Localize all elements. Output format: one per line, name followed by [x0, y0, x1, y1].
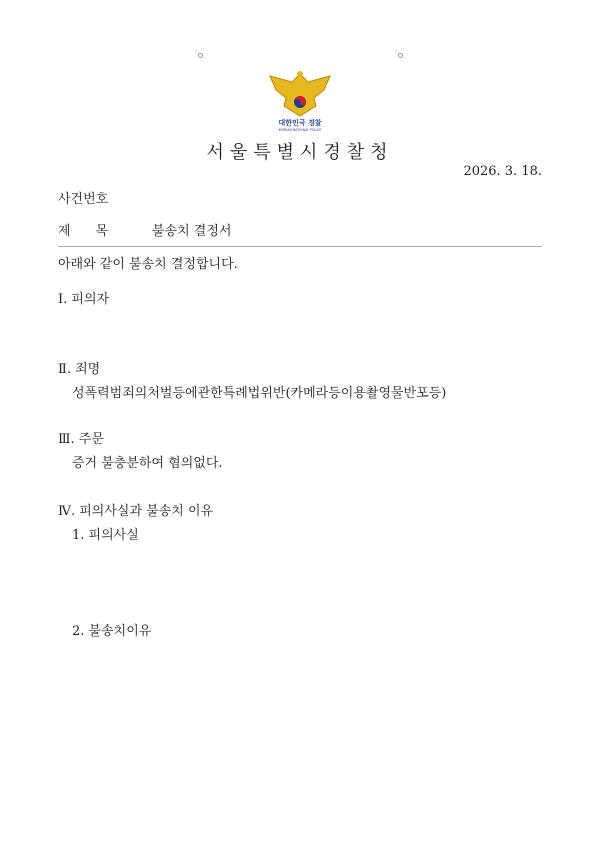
subsection-reasons: 2. 불송치이유: [72, 624, 152, 639]
agency-title: 서울특별시경찰청: [206, 142, 394, 163]
order-text: 증거 불충분하여 혐의없다.: [72, 456, 223, 471]
subsection-facts: 1. 피의사실: [72, 528, 139, 543]
police-emblem-logo: [262, 68, 338, 132]
section-heading-facts-reasons: Ⅳ. 피의사실과 불송치 이유: [58, 504, 214, 519]
divider: [58, 246, 542, 247]
marker-dot: [198, 53, 203, 58]
intro-text: 아래와 같이 불송치 결정합니다.: [58, 257, 238, 272]
section-heading-suspect: Ⅰ. 피의자: [58, 292, 110, 307]
section-heading-charge: Ⅱ. 죄명: [58, 362, 101, 377]
document-date: 2026. 3. 18.: [463, 164, 542, 179]
charge-text: 성폭력범죄의처벌등에관한특례법위반(카메라등이용촬영물반포등): [72, 386, 447, 401]
case-number-label: 사건번호: [58, 192, 109, 207]
section-heading-order: Ⅲ. 주문: [58, 432, 104, 447]
svg-text:KOREAN NATIONAL POLICE: KOREAN NATIONAL POLICE: [278, 128, 322, 132]
subject-label: 제 목: [58, 224, 108, 239]
marker-dot: [398, 53, 403, 58]
subject-value: 불송치 결정서: [152, 224, 232, 239]
svg-text:대한민국 경찰: 대한민국 경찰: [278, 119, 322, 127]
